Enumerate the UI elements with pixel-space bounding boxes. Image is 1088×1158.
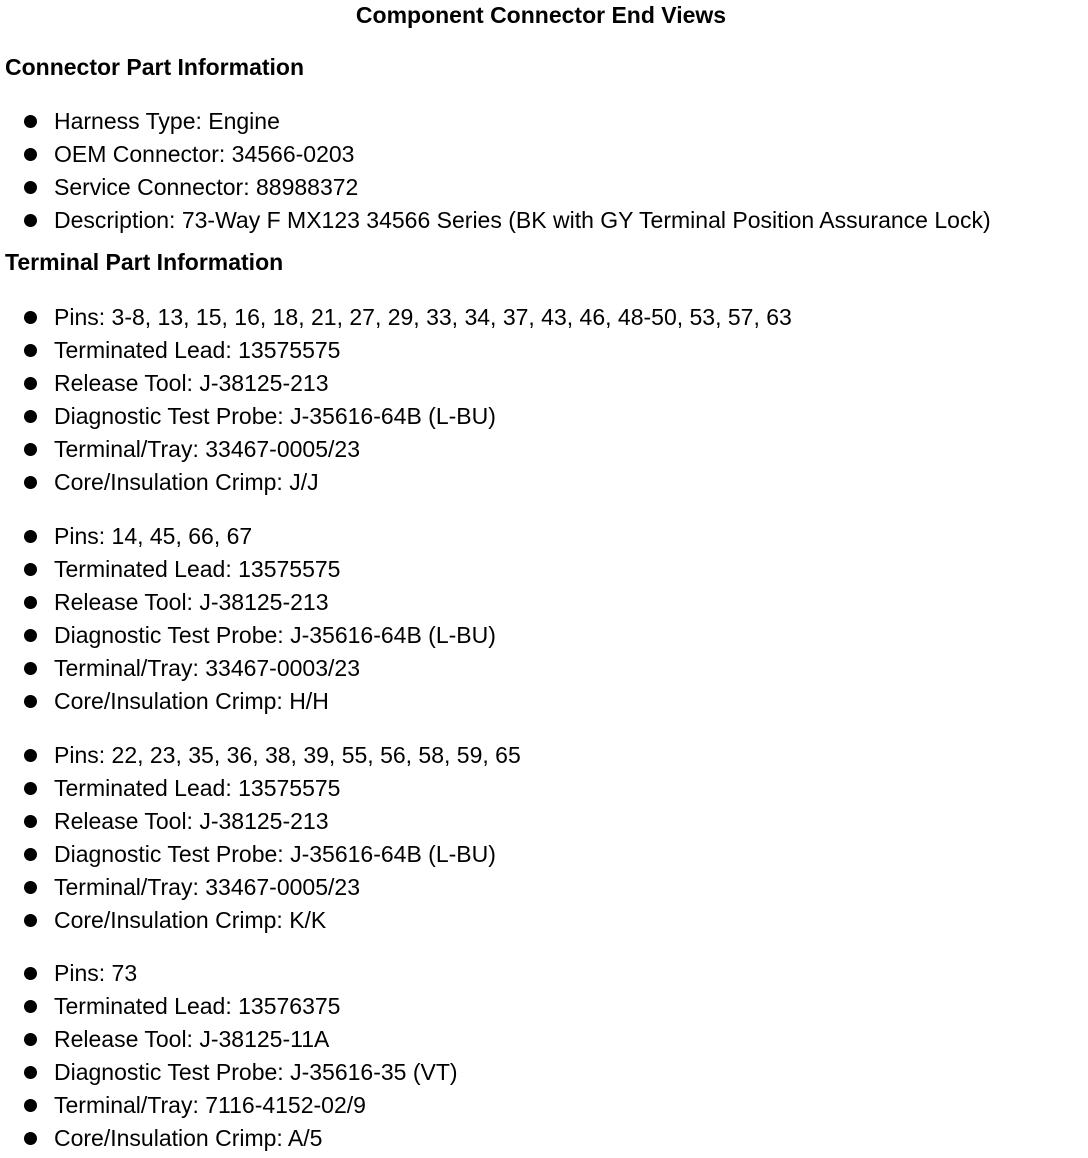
list-item: Core/Insulation Crimp: K/K	[0, 904, 521, 937]
list-item: Pins: 22, 23, 35, 36, 38, 39, 55, 56, 58, 59, 65	[0, 739, 521, 772]
list-item: Terminal/Tray: 33467-0005/23	[0, 871, 521, 904]
bullet-icon	[24, 848, 37, 861]
list-item: Diagnostic Test Probe: J-35616-64B (L-BU)	[0, 400, 792, 433]
bullet-icon	[24, 881, 37, 894]
bullet-icon	[24, 1132, 37, 1145]
terminal-group-2	[0, 520, 496, 718]
page-title: Component Connector End Views	[355, 2, 727, 28]
bullet-icon	[24, 148, 37, 161]
list-item: Core/Insulation Crimp: H/H	[0, 685, 496, 718]
list-item: Diagnostic Test Probe: J-35616-64B (L-BU)	[0, 619, 496, 652]
connector-part-info-heading: Connector Part Information	[5, 54, 305, 80]
bullet-icon	[24, 530, 37, 543]
list-item: Description: 73-Way F MX123 34566 Series (BK with GY Terminal Position Assurance Lock)	[0, 204, 991, 237]
list-item: Terminated Lead: 13576375	[0, 990, 458, 1023]
list-item: Diagnostic Test Probe: J-35616-64B (L-BU)	[0, 838, 521, 871]
list-item: Release Tool: J-38125-213	[0, 805, 521, 838]
bullet-icon	[24, 782, 37, 795]
bullet-icon	[24, 1099, 37, 1112]
bullet-icon	[24, 629, 37, 642]
terminal-group-3	[0, 739, 521, 937]
bullet-icon	[24, 914, 37, 927]
list-item: Release Tool: J-38125-213	[0, 586, 496, 619]
list-item: Terminal/Tray: 33467-0003/23	[0, 652, 496, 685]
terminal-group-1	[0, 301, 792, 499]
list-item: Terminal/Tray: 7116-4152-02/9	[0, 1089, 458, 1122]
list-item: Pins: 14, 45, 66, 67	[0, 520, 496, 553]
terminal-group-4	[0, 957, 458, 1155]
bullet-icon	[24, 443, 37, 456]
bullet-icon	[24, 662, 37, 675]
list-item: Core/Insulation Crimp: A/5	[0, 1122, 458, 1155]
list-item: Release Tool: J-38125-11A	[0, 1023, 458, 1056]
list-item: Pins: 73	[0, 957, 458, 990]
bullet-icon	[24, 1033, 37, 1046]
list-item: OEM Connector: 34566-0203	[0, 138, 991, 171]
bullet-icon	[24, 476, 37, 489]
bullet-icon	[24, 695, 37, 708]
bullet-icon	[24, 563, 37, 576]
bullet-icon	[24, 181, 37, 194]
list-item: Terminated Lead: 13575575	[0, 772, 521, 805]
list-item: Terminated Lead: 13575575	[0, 334, 792, 367]
terminal-part-info-heading: Terminal Part Information	[5, 249, 284, 275]
bullet-icon	[24, 377, 37, 390]
list-item: Service Connector: 88988372	[0, 171, 991, 204]
bullet-icon	[24, 596, 37, 609]
connector-part-info-list	[0, 105, 991, 237]
bullet-icon	[24, 311, 37, 324]
bullet-icon	[24, 1000, 37, 1013]
bullet-icon	[24, 115, 37, 128]
bullet-icon	[24, 344, 37, 357]
list-item: Terminal/Tray: 33467-0005/23	[0, 433, 792, 466]
list-item: Diagnostic Test Probe: J-35616-35 (VT)	[0, 1056, 458, 1089]
bullet-icon	[24, 967, 37, 980]
list-item: Release Tool: J-38125-213	[0, 367, 792, 400]
list-item: Core/Insulation Crimp: J/J	[0, 466, 792, 499]
list-item: Terminated Lead: 13575575	[0, 553, 496, 586]
bullet-icon	[24, 214, 37, 227]
list-item: Harness Type: Engine	[0, 105, 991, 138]
bullet-icon	[24, 1066, 37, 1079]
bullet-icon	[24, 749, 37, 762]
bullet-icon	[24, 815, 37, 828]
bullet-icon	[24, 410, 37, 423]
list-item: Pins: 3-8, 13, 15, 16, 18, 21, 27, 29, 33, 34, 37, 43, 46, 48-50, 53, 57, 63	[0, 301, 792, 334]
